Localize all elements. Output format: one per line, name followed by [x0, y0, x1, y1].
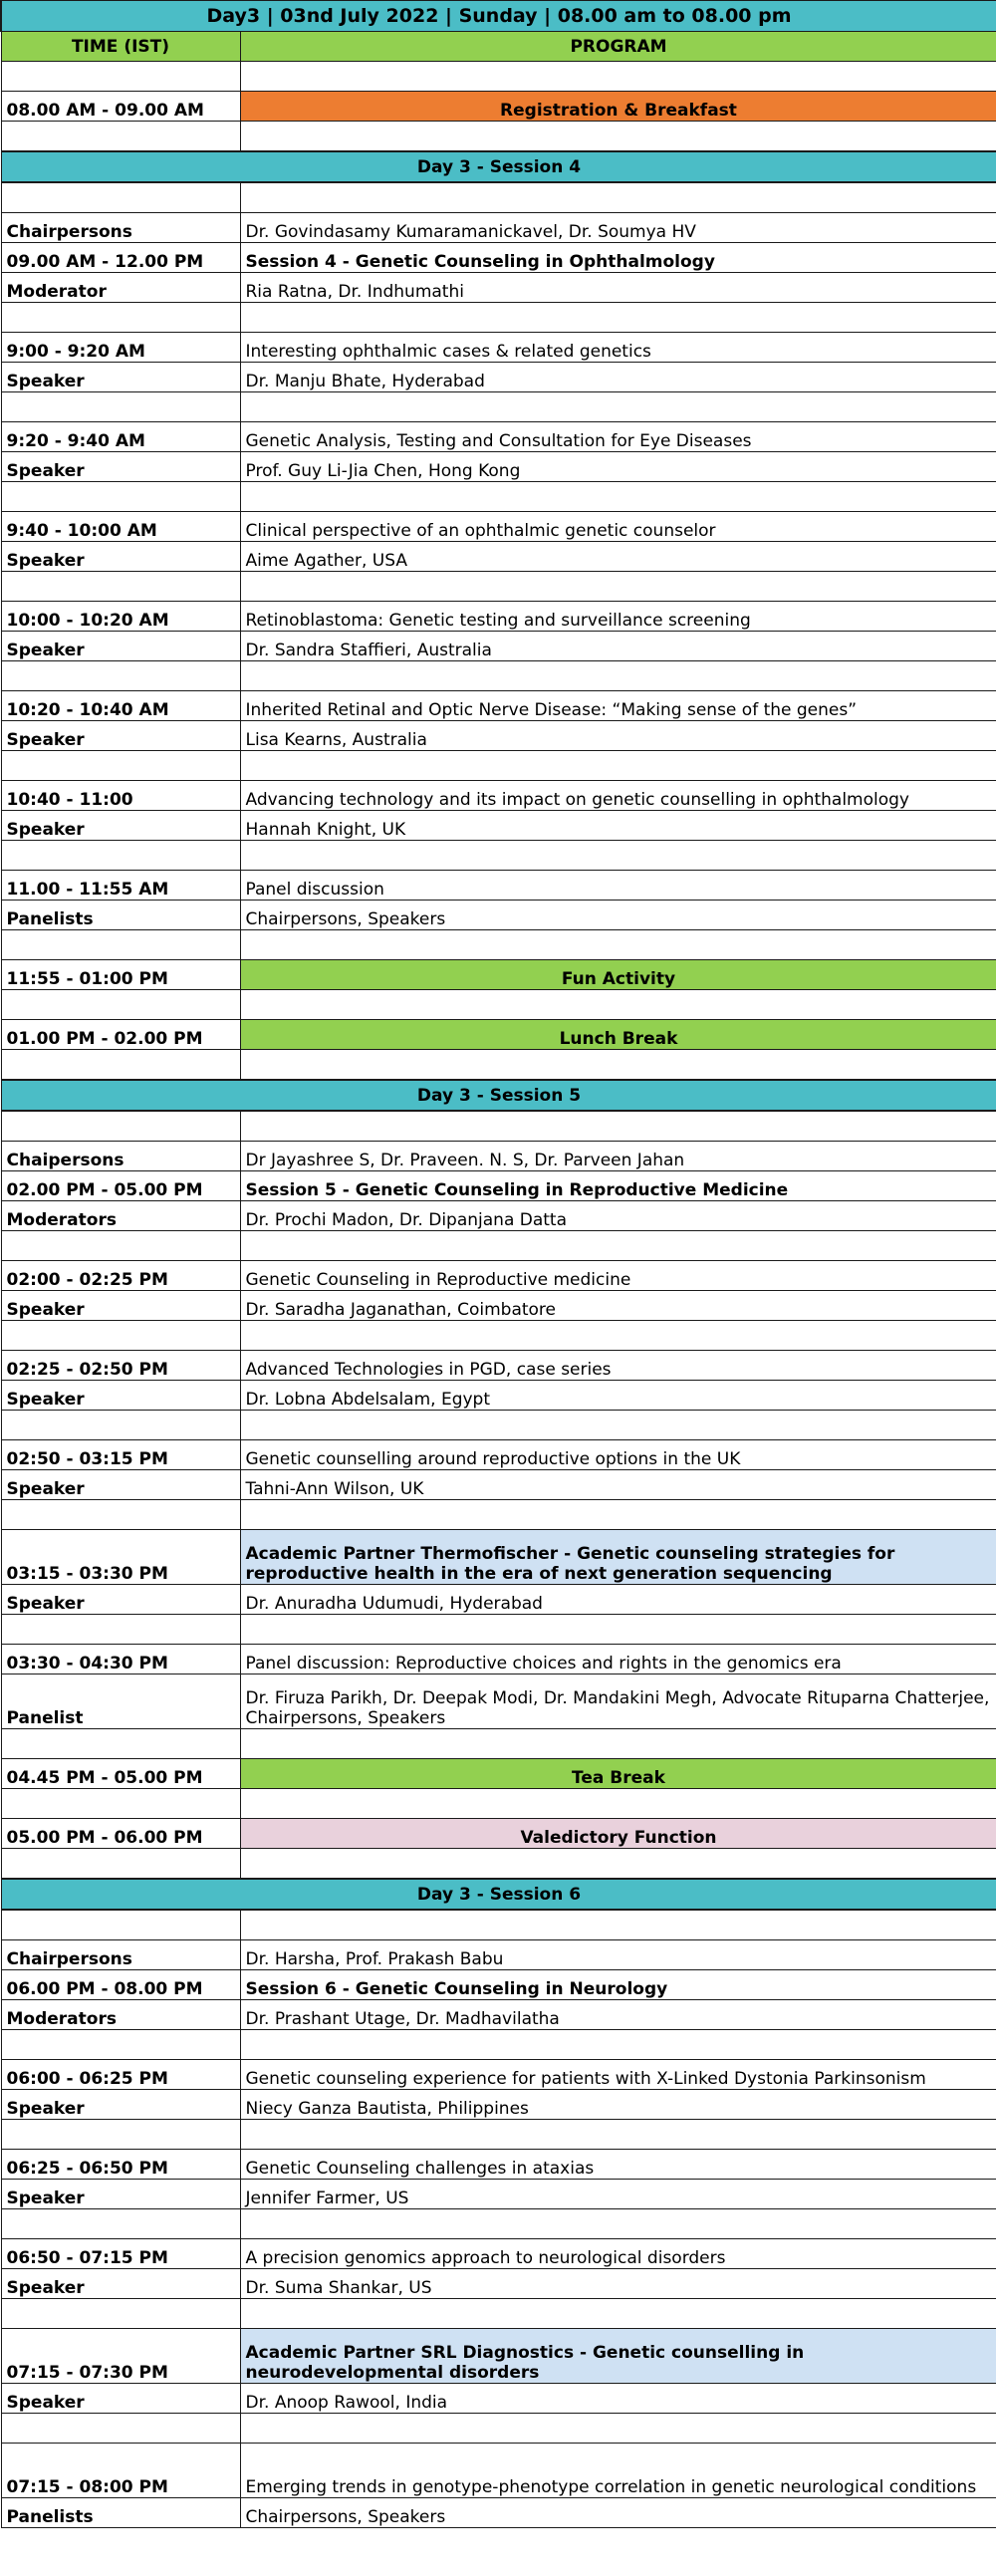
blank-row: [1, 661, 996, 691]
speaker-row: [1, 1470, 996, 1500]
time-cell: 03:30 - 04:30 PM: [1, 1645, 240, 1674]
talk-row: [1, 691, 996, 721]
session-title: Session 6 - Genetic Counseling in Neurology: [240, 1970, 996, 2000]
role-value: Dr. Govindasamy Kumaramanickavel, Dr. Soumya HV: [240, 213, 996, 243]
role-label: Speaker: [1, 363, 240, 392]
talk-row: [1, 1261, 996, 1291]
registration-row: [1, 92, 996, 122]
talk-row: [1, 602, 996, 632]
chairpersons-row: [1, 1940, 996, 1970]
blank-row: [1, 482, 996, 512]
speaker-row: [1, 2384, 996, 2414]
panelists-row: [1, 1674, 996, 1729]
speaker-row: [1, 542, 996, 572]
session-title-row: [1, 1970, 996, 2000]
speaker-name: Dr. Saradha Jaganathan, Coimbatore: [240, 1291, 996, 1321]
talk-title: Interesting ophthalmic cases & related genetics: [240, 333, 996, 363]
talk-row: [1, 1645, 996, 1674]
chairpersons-row: [1, 213, 996, 243]
blank-row: [1, 990, 996, 1020]
role-label: Panelist: [1, 1674, 240, 1729]
sponsored-talk-row: [1, 1530, 996, 1585]
panelists-value: Chairpersons, Speakers: [240, 901, 996, 930]
role-label: Chairpersons: [1, 1940, 240, 1970]
talk-row: [1, 871, 996, 901]
talk-row: [1, 1440, 996, 1470]
blank-row: [1, 2414, 996, 2444]
talk-row: [1, 2444, 996, 2498]
talk-title: Retinoblastoma: Genetic testing and surveillance screening: [240, 602, 996, 632]
tea-break-row: [1, 1759, 996, 1789]
blank-row: [1, 1411, 996, 1440]
role-label: Panelists: [1, 901, 240, 930]
blank-row: [1, 1729, 996, 1759]
role-label: Speaker: [1, 721, 240, 751]
blank-row: [1, 572, 996, 602]
speaker-name: Dr. Anuradha Udumudi, Hyderabad: [240, 1585, 996, 1615]
talk-title: Advanced Technologies in PGD, case series: [240, 1351, 996, 1381]
speaker-row: [1, 1291, 996, 1321]
time-cell: 08.00 AM - 09.00 AM: [1, 92, 240, 122]
time-cell: 07:15 - 07:30 PM: [1, 2329, 240, 2384]
speaker-row: [1, 1585, 996, 1615]
panelists-value: Chairpersons, Speakers: [240, 2498, 996, 2528]
role-label: Speaker: [1, 632, 240, 661]
speaker-row: [1, 452, 996, 482]
role-label: Speaker: [1, 2090, 240, 2120]
time-cell: 06:25 - 06:50 PM: [1, 2150, 240, 2180]
role-value: Ria Ratna, Dr. Indhumathi: [240, 273, 996, 303]
talk-row: [1, 333, 996, 363]
time-cell: 01.00 PM - 02.00 PM: [1, 1020, 240, 1050]
role-label: Speaker: [1, 2180, 240, 2209]
speaker-name: Jennifer Farmer, US: [240, 2180, 996, 2209]
role-value: Dr. Prochi Madon, Dr. Dipanjana Datta: [240, 1201, 996, 1231]
role-label: Chairpersons: [1, 213, 240, 243]
chairpersons-row: [1, 1142, 996, 1171]
blank-row: [1, 2299, 996, 2329]
blank-row: [1, 2120, 996, 2150]
speaker-row: [1, 1381, 996, 1411]
role-label: Speaker: [1, 1470, 240, 1500]
valedictory-cell: Valedictory Function: [240, 1819, 996, 1849]
role-label: Speaker: [1, 1291, 240, 1321]
session-6-header-row: [1, 1879, 996, 1910]
blank-row: [1, 1111, 996, 1142]
talk-row: [1, 1351, 996, 1381]
speaker-row: [1, 2180, 996, 2209]
time-cell: 10:20 - 10:40 AM: [1, 691, 240, 721]
talk-title: Clinical perspective of an ophthalmic genetic counselor: [240, 512, 996, 542]
speaker-row: [1, 632, 996, 661]
blank-row: [1, 2030, 996, 2060]
blank-row: [1, 1321, 996, 1351]
panelists-row: [1, 901, 996, 930]
column-header-time: TIME (IST): [1, 32, 240, 62]
time-cell: 03:15 - 03:30 PM: [1, 1530, 240, 1585]
role-label: Panelists: [1, 2498, 240, 2528]
break-cell: Tea Break: [240, 1759, 996, 1789]
role-label: Speaker: [1, 1381, 240, 1411]
session-title: Session 5 - Genetic Counseling in Reproductive Medicine: [240, 1171, 996, 1201]
talk-title: Genetic Analysis, Testing and Consultation for Eye Diseases: [240, 422, 996, 452]
panelists-row: [1, 2498, 996, 2528]
blank-row: [1, 392, 996, 422]
talk-row: [1, 2060, 996, 2090]
session-5-header-row: [1, 1080, 996, 1111]
time-cell: 10:40 - 11:00: [1, 781, 240, 811]
speaker-row: [1, 2269, 996, 2299]
session-4-header-row: [1, 151, 996, 182]
blank-row: [1, 1910, 996, 1940]
talk-title: Genetic Counseling challenges in ataxias: [240, 2150, 996, 2180]
time-cell: 09.00 AM - 12.00 PM: [1, 243, 240, 273]
speaker-name: Tahni-Ann Wilson, UK: [240, 1470, 996, 1500]
role-label: Speaker: [1, 1585, 240, 1615]
time-cell: 06.00 PM - 08.00 PM: [1, 1970, 240, 2000]
role-label: Moderators: [1, 2000, 240, 2030]
time-cell: 11:55 - 01:00 PM: [1, 960, 240, 990]
time-cell: 9:40 - 10:00 AM: [1, 512, 240, 542]
time-cell: 04.45 PM - 05.00 PM: [1, 1759, 240, 1789]
session-title-row: [1, 1171, 996, 1201]
role-label: Speaker: [1, 2269, 240, 2299]
break-cell: Fun Activity: [240, 960, 996, 990]
time-cell: 9:00 - 9:20 AM: [1, 333, 240, 363]
blank-row: [1, 1615, 996, 1645]
day-title-row: [1, 1, 996, 32]
panelists-value: Dr. Firuza Parikh, Dr. Deepak Modi, Dr. Mandakini Megh, Advocate Rituparna Chatterjee, Chairpersons, Speakers: [240, 1674, 996, 1729]
speaker-name: Lisa Kearns, Australia: [240, 721, 996, 751]
speaker-name: Dr. Sandra Staffieri, Australia: [240, 632, 996, 661]
time-cell: 11.00 - 11:55 AM: [1, 871, 240, 901]
session-header: Day 3 - Session 6: [1, 1879, 996, 1910]
speaker-name: Dr. Lobna Abdelsalam, Egypt: [240, 1381, 996, 1411]
moderator-row: [1, 2000, 996, 2030]
speaker-row: [1, 2090, 996, 2120]
time-cell: 02:00 - 02:25 PM: [1, 1261, 240, 1291]
role-label: Moderators: [1, 1201, 240, 1231]
talk-row: [1, 2239, 996, 2269]
blank-row: [1, 1849, 996, 1880]
speaker-row: [1, 721, 996, 751]
session-header: Day 3 - Session 5: [1, 1080, 996, 1111]
talk-title: Inherited Retinal and Optic Nerve Disease: “Making sense of the genes”: [240, 691, 996, 721]
role-value: Dr Jayashree S, Dr. Praveen. N. S, Dr. Parveen Jahan: [240, 1142, 996, 1171]
blank-row: [1, 1050, 996, 1081]
lunch-row: [1, 1020, 996, 1050]
blank-row: [1, 1789, 996, 1819]
speaker-row: [1, 363, 996, 392]
blank-row: [1, 182, 996, 213]
talk-row: [1, 512, 996, 542]
column-header-row: [1, 32, 996, 62]
time-cell: 07:15 - 08:00 PM: [1, 2444, 240, 2498]
time-cell: 02:25 - 02:50 PM: [1, 1351, 240, 1381]
talk-title: A precision genomics approach to neurological disorders: [240, 2239, 996, 2269]
role-label: Speaker: [1, 2384, 240, 2414]
talk-row: [1, 2150, 996, 2180]
blank-row: [1, 1231, 996, 1261]
role-value: Dr. Harsha, Prof. Prakash Babu: [240, 1940, 996, 1970]
speaker-name: Prof. Guy Li-Jia Chen, Hong Kong: [240, 452, 996, 482]
blank-row: [1, 2209, 996, 2239]
blank-row: [1, 841, 996, 871]
speaker-row: [1, 811, 996, 841]
sponsored-talk-row: [1, 2329, 996, 2384]
time-cell: 02.00 PM - 05.00 PM: [1, 1171, 240, 1201]
role-label: Speaker: [1, 811, 240, 841]
blank-row: [1, 1500, 996, 1530]
break-cell: Lunch Break: [240, 1020, 996, 1050]
blank-row: [1, 751, 996, 781]
blank-row: [1, 62, 996, 92]
day-title: Day3 | 03nd July 2022 | Sunday | 08.00 am to 08.00 pm: [1, 1, 996, 32]
time-cell: 05.00 PM - 06.00 PM: [1, 1819, 240, 1849]
time-cell: 02:50 - 03:15 PM: [1, 1440, 240, 1470]
moderator-row: [1, 273, 996, 303]
speaker-name: Aime Agather, USA: [240, 542, 996, 572]
role-label: Speaker: [1, 452, 240, 482]
talk-row: [1, 422, 996, 452]
sponsored-talk-title: Academic Partner Thermofischer - Genetic counseling strategies for reproductive health in the era of next generation sequencing: [240, 1530, 996, 1585]
speaker-name: Dr. Anoop Rawool, India: [240, 2384, 996, 2414]
break-cell: Registration & Breakfast: [240, 92, 996, 122]
moderator-row: [1, 1201, 996, 1231]
talk-title: Emerging trends in genotype-phenotype correlation in genetic neurological conditions: [240, 2444, 996, 2498]
speaker-name: Dr. Manju Bhate, Hyderabad: [240, 363, 996, 392]
speaker-name: Niecy Ganza Bautista, Philippines: [240, 2090, 996, 2120]
fun-activity-row: [1, 960, 996, 990]
session-header: Day 3 - Session 4: [1, 151, 996, 182]
column-header-program: PROGRAM: [240, 32, 996, 62]
role-value: Dr. Prashant Utage, Dr. Madhavilatha: [240, 2000, 996, 2030]
role-label: Chaipersons: [1, 1142, 240, 1171]
speaker-name: Hannah Knight, UK: [240, 811, 996, 841]
blank-row: [1, 303, 996, 333]
talk-title: Panel discussion: [240, 871, 996, 901]
role-label: Speaker: [1, 542, 240, 572]
role-label: Moderator: [1, 273, 240, 303]
blank-row: [1, 930, 996, 960]
time-cell: 9:20 - 9:40 AM: [1, 422, 240, 452]
talk-title: Panel discussion: Reproductive choices and rights in the genomics era: [240, 1645, 996, 1674]
talk-title: Genetic counseling experience for patients with X-Linked Dystonia Parkinsonism: [240, 2060, 996, 2090]
talk-title: Genetic Counseling in Reproductive medicine: [240, 1261, 996, 1291]
time-cell: 06:50 - 07:15 PM: [1, 2239, 240, 2269]
talk-row: [1, 781, 996, 811]
blank-row: [1, 122, 996, 152]
sponsored-talk-title: Academic Partner SRL Diagnostics - Genetic counselling in neurodevelopmental disorders: [240, 2329, 996, 2384]
session-title-row: [1, 243, 996, 273]
time-cell: 06:00 - 06:25 PM: [1, 2060, 240, 2090]
time-cell: 10:00 - 10:20 AM: [1, 602, 240, 632]
session-title: Session 4 - Genetic Counseling in Ophthalmology: [240, 243, 996, 273]
talk-title: Genetic counselling around reproductive options in the UK: [240, 1440, 996, 1470]
speaker-name: Dr. Suma Shankar, US: [240, 2269, 996, 2299]
valedictory-row: [1, 1819, 996, 1849]
talk-title: Advancing technology and its impact on genetic counselling in ophthalmology: [240, 781, 996, 811]
